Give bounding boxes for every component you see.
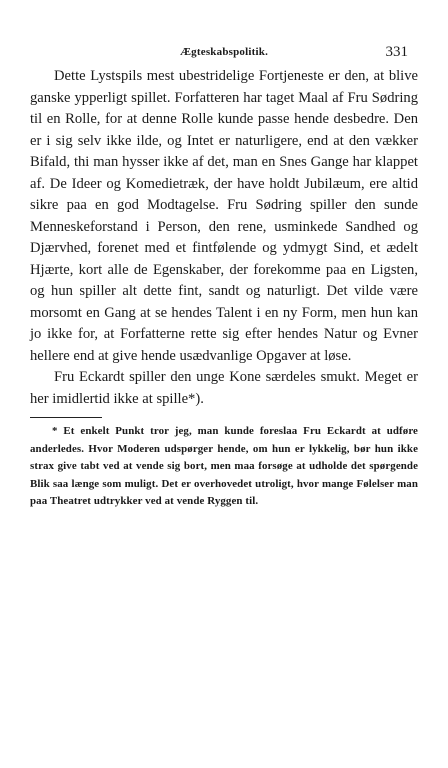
page-body [30,66,418,511]
paragraph-1: Dette Lystspils mest ubestridelige Fortjeneste er den, at blive ganske ypperligt spillet. Forfatteren har taget Maal af Fru Sødring til en Rolle, for at denne Rolle kunde passe hende desbedre. Den er i sig selv ikke ilde, og Intet er naturligere, end at den vækker Bifald, thi man hysser ikke af det, man en Snes Gange har klappet af. De Ideer og Komedietræk, der have holdt Jubilæum, ere altid sikre paa en god Modtagelse. Fru Sødring spiller den sunde Menneskeforstand i Person, den rene, usminkede Sandhed og Djærvhed, forenet med et fintfølende og ydmygt Sind, et ædelt Hjærte, kort alle de Egenskaber, der forekomme paa en Ligsten, og hun spiller alt dette fint, sandt og naturligt. Det vilde være morsomt en Gang at se hendes Talent i en ny Form, men hun kan jo ikke for, at Forfatterne rette sig efter hendes Natur og Evner hellere end at give hende usædvanlige Opgaver at løse. [30,68,418,364]
footnote: * Et enkelt Punkt tror jeg, man kunde foreslaa Fru Eckardt at udføre anderledes. Hvor Moderen udspørger hende, om hun er lykkelig, bør hun ikke strax give tabt ved at vende sig bort, men maa forsøge at udholde det spørgende Blik saa længe som muligt. Det er overhovedet utroligt, hvor mange Følelser man paa Theatret udtrykker ved at vende Ryggen til. [30,425,418,508]
footnote-rule [30,417,102,418]
paragraph-2: Fru Eckardt spiller den unge Kone særdeles smukt. Meget er her imidlertid ikke at spille*). [30,369,418,407]
page-header [40,44,408,62]
running-title: Ægteskabspolitik. [179,46,269,58]
page-number: 331 [385,44,408,60]
